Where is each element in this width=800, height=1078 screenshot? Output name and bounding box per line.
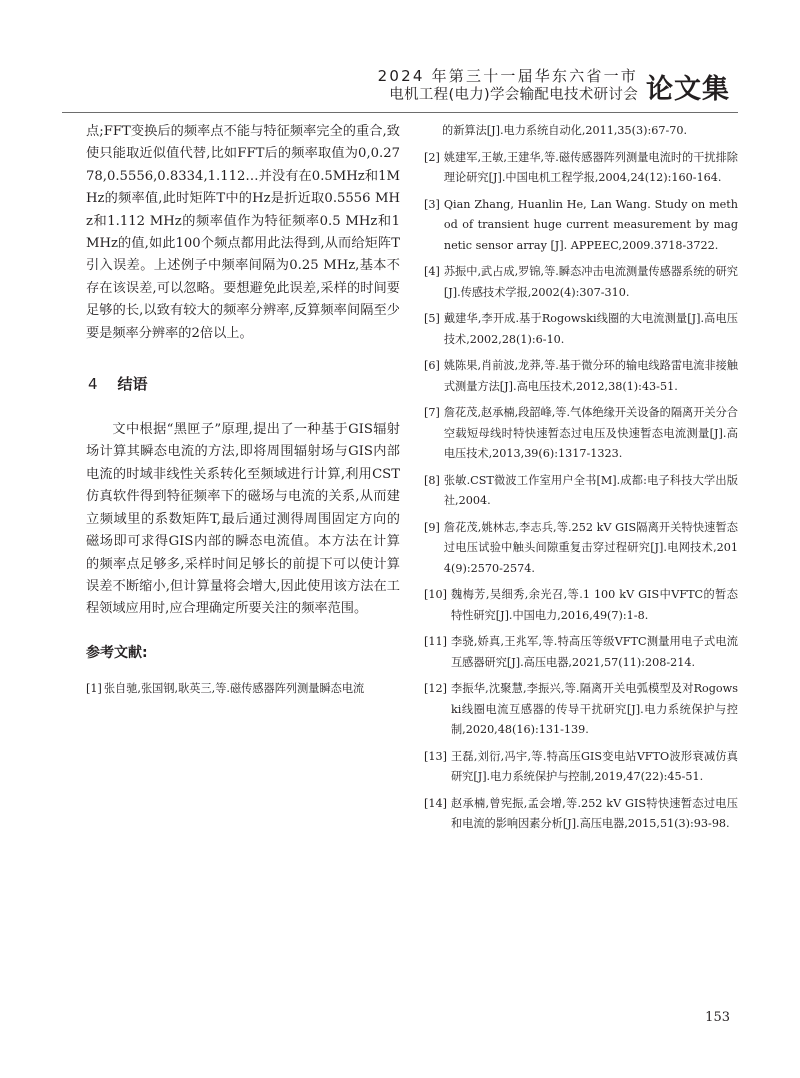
reference-number: [2] xyxy=(424,150,440,164)
reference-number: [3] xyxy=(424,197,440,211)
reference-number: [1] xyxy=(86,681,102,695)
reference-text: 王磊,刘衍,冯宇,等.特高压GIS变电站VFTO波形衰减仿真研究[J].电力系统保护与控制,2019,47(22):45-51. xyxy=(450,749,738,783)
left-column xyxy=(86,121,400,699)
reference-number: [12] xyxy=(424,682,447,695)
reference-text: 李振华,沈聚慧,李振兴,等.隔离开关电弧模型及对Rogowski线圈电流互感器的传导干扰研究[J].电力系统保护与控制,2020,48(16):131-139. xyxy=(450,682,738,736)
reference-item-2 xyxy=(424,148,738,189)
reference-number: [5] xyxy=(424,312,440,325)
section-heading xyxy=(86,369,400,399)
body-paragraph-conclusion: 文中根据“黑匣子”原理,提出了一种基于GIS辐射场计算其瞬态电流的方法,即将周围辐射场与GIS内部电流的时域非线性关系转化至频域进行计算,利用CST仿真软件得到特征频率下的磁场与电流的关系,从而建立频域里的系数矩阵T,最后通过测得周围固定方向的磁场即可求得GIS内部的瞬态电流值。本方法在计算的频率点足够多,采样时间足够长的前提下可以使计算误差不断缩小,但计算量将会增大,因此使用该方法在工程领域应用时,应合理确定所要关注的频率范围。 xyxy=(86,422,400,617)
reference-text: 詹花茂,赵承楠,段韶峰,等.气体绝缘开关设备的隔离开关分合空载短母线时特快速暂态过电压及快速暂态电流测量[J].高电压技术,2013,39(6):1317-1323. xyxy=(443,406,738,460)
header-rule xyxy=(62,112,738,113)
right-column xyxy=(424,121,738,835)
reference-text: Qian Zhang, Huanlin He, Lan Wang. Study on method of transient huge current measurement by magnetic sensor array [J]. APPEEC,2009.3718-3722. xyxy=(443,197,738,252)
reference-number: [8] xyxy=(424,473,440,487)
section-number: 4 xyxy=(88,375,98,394)
reference-item-14 xyxy=(424,794,738,835)
reference-number: [4] xyxy=(424,265,440,278)
reference-item-11 xyxy=(424,632,738,673)
reference-item-6 xyxy=(424,356,738,397)
reference-number: [10] xyxy=(424,588,447,601)
reference-item-1 xyxy=(86,679,400,700)
reference-item-4 xyxy=(424,262,738,303)
reference-item-9 xyxy=(424,518,738,580)
reference-text: 姚陈果,肖前波,龙莽,等.基于微分环的输电线路雷电流非接触式测量方法[J].高电压技术,2012,38(1):43-51. xyxy=(443,359,738,393)
reference-number: [7] xyxy=(424,406,440,419)
reference-number: [6] xyxy=(424,359,440,372)
reference-number: [14] xyxy=(424,796,447,810)
reference-item-12 xyxy=(424,679,738,741)
reference-item-5 xyxy=(424,309,738,350)
reference-text: 赵承楠,曾宪振,孟会增,等.252 kV GIS特快速暂态过电压和电流的影响因素分析[J].高压电器,2015,51(3):93-98. xyxy=(450,796,738,830)
reference-text: 戴建华,李开成.基于Rogowski线圈的大电流测量[J].高电压技术,2002,28(1):6-10. xyxy=(443,312,738,346)
reference-list xyxy=(424,142,738,835)
reference-text: 苏振中,武占成,罗锦,等.瞬态冲击电流测量传感器系统的研究[J].传感技术学报,2002(4):307-310. xyxy=(443,265,738,299)
reference-text: 张敏.CST微波工作室用户全书[M].成都:电子科技大学出版社,2004. xyxy=(443,473,738,507)
reference-item-1-continuation: 的新算法[J].电力系统自动化,2011,35(3):67-70. xyxy=(442,124,688,137)
reference-text: 詹花茂,姚林志,李志兵,等.252 kV GIS隔离开关特快速暂态过电压试验中触头间隙重复击穿过程研究[J].电网技术,2014(9):2570-2574. xyxy=(443,520,738,575)
reference-text: 李骁,娇真,王兆军,等.特高压等级VFTC测量用电子式电流互感器研究[J].高压电器,2021,57(11):208-214. xyxy=(450,635,738,669)
header-line-2: 电机工程(电力)学会输配电技术研讨会 xyxy=(389,87,638,103)
reference-item-3 xyxy=(424,195,738,257)
reference-item-10 xyxy=(424,585,738,626)
reference-number: [13] xyxy=(424,749,447,763)
reference-item-7 xyxy=(424,403,738,465)
reference-text: 魏梅芳,吴细秀,余光召,等.1 100 kV GIS中VFTC的暂态特性研究[J].中国电力,2016,49(7):1-8. xyxy=(450,588,738,622)
header-line-1: 2024 年第三十一届华东六省一市 xyxy=(377,67,638,85)
reference-text: 张自驰,张国钢,耿英三,等.磁传感器阵列测量瞬态电流 xyxy=(103,681,365,695)
reference-item-13 xyxy=(424,747,738,788)
references-heading: 参考文献: xyxy=(86,644,148,661)
header-proceedings-label: 论文集 xyxy=(646,73,730,105)
reference-number: [11] xyxy=(424,635,447,648)
header-conference-name xyxy=(378,67,638,105)
body-paragraph-1: 点;FFT变换后的频率点不能与特征频率完全的重合,致使只能取近似值代替,比如FFT后的频率取值为0,0.2778,0.5556,0.8334,1.112…并没有在0.5MHz和1MHz的频率值,此时矩阵T中的Hz是折近取0.5556 MHz和1.112 MHz的频率值作为特征频率0.5 MHz和1 MHz的值,如此100个频点都用此法得到,从而给矩阵T引入误差。上述例子中频率间隔为0.25 MHz,基本不存在该误差,可以忽略。要想避免此误差,采样的时间要足够的长,以致有较大的频率分辨率,反算频率间隔至少要是频率分辨率的2倍以上。 xyxy=(86,124,400,341)
running-header xyxy=(378,66,730,106)
reference-text: 姚建军,王敏,王建华,等.磁传感器阵列测量电流时的干扰排除理论研究[J].中国电机工程学报,2004,24(12):160-164. xyxy=(443,150,738,184)
reference-number: [9] xyxy=(424,520,440,534)
reference-item-8 xyxy=(424,471,738,512)
section-title: 结语 xyxy=(117,375,148,394)
page-number: 153 xyxy=(705,1010,730,1025)
